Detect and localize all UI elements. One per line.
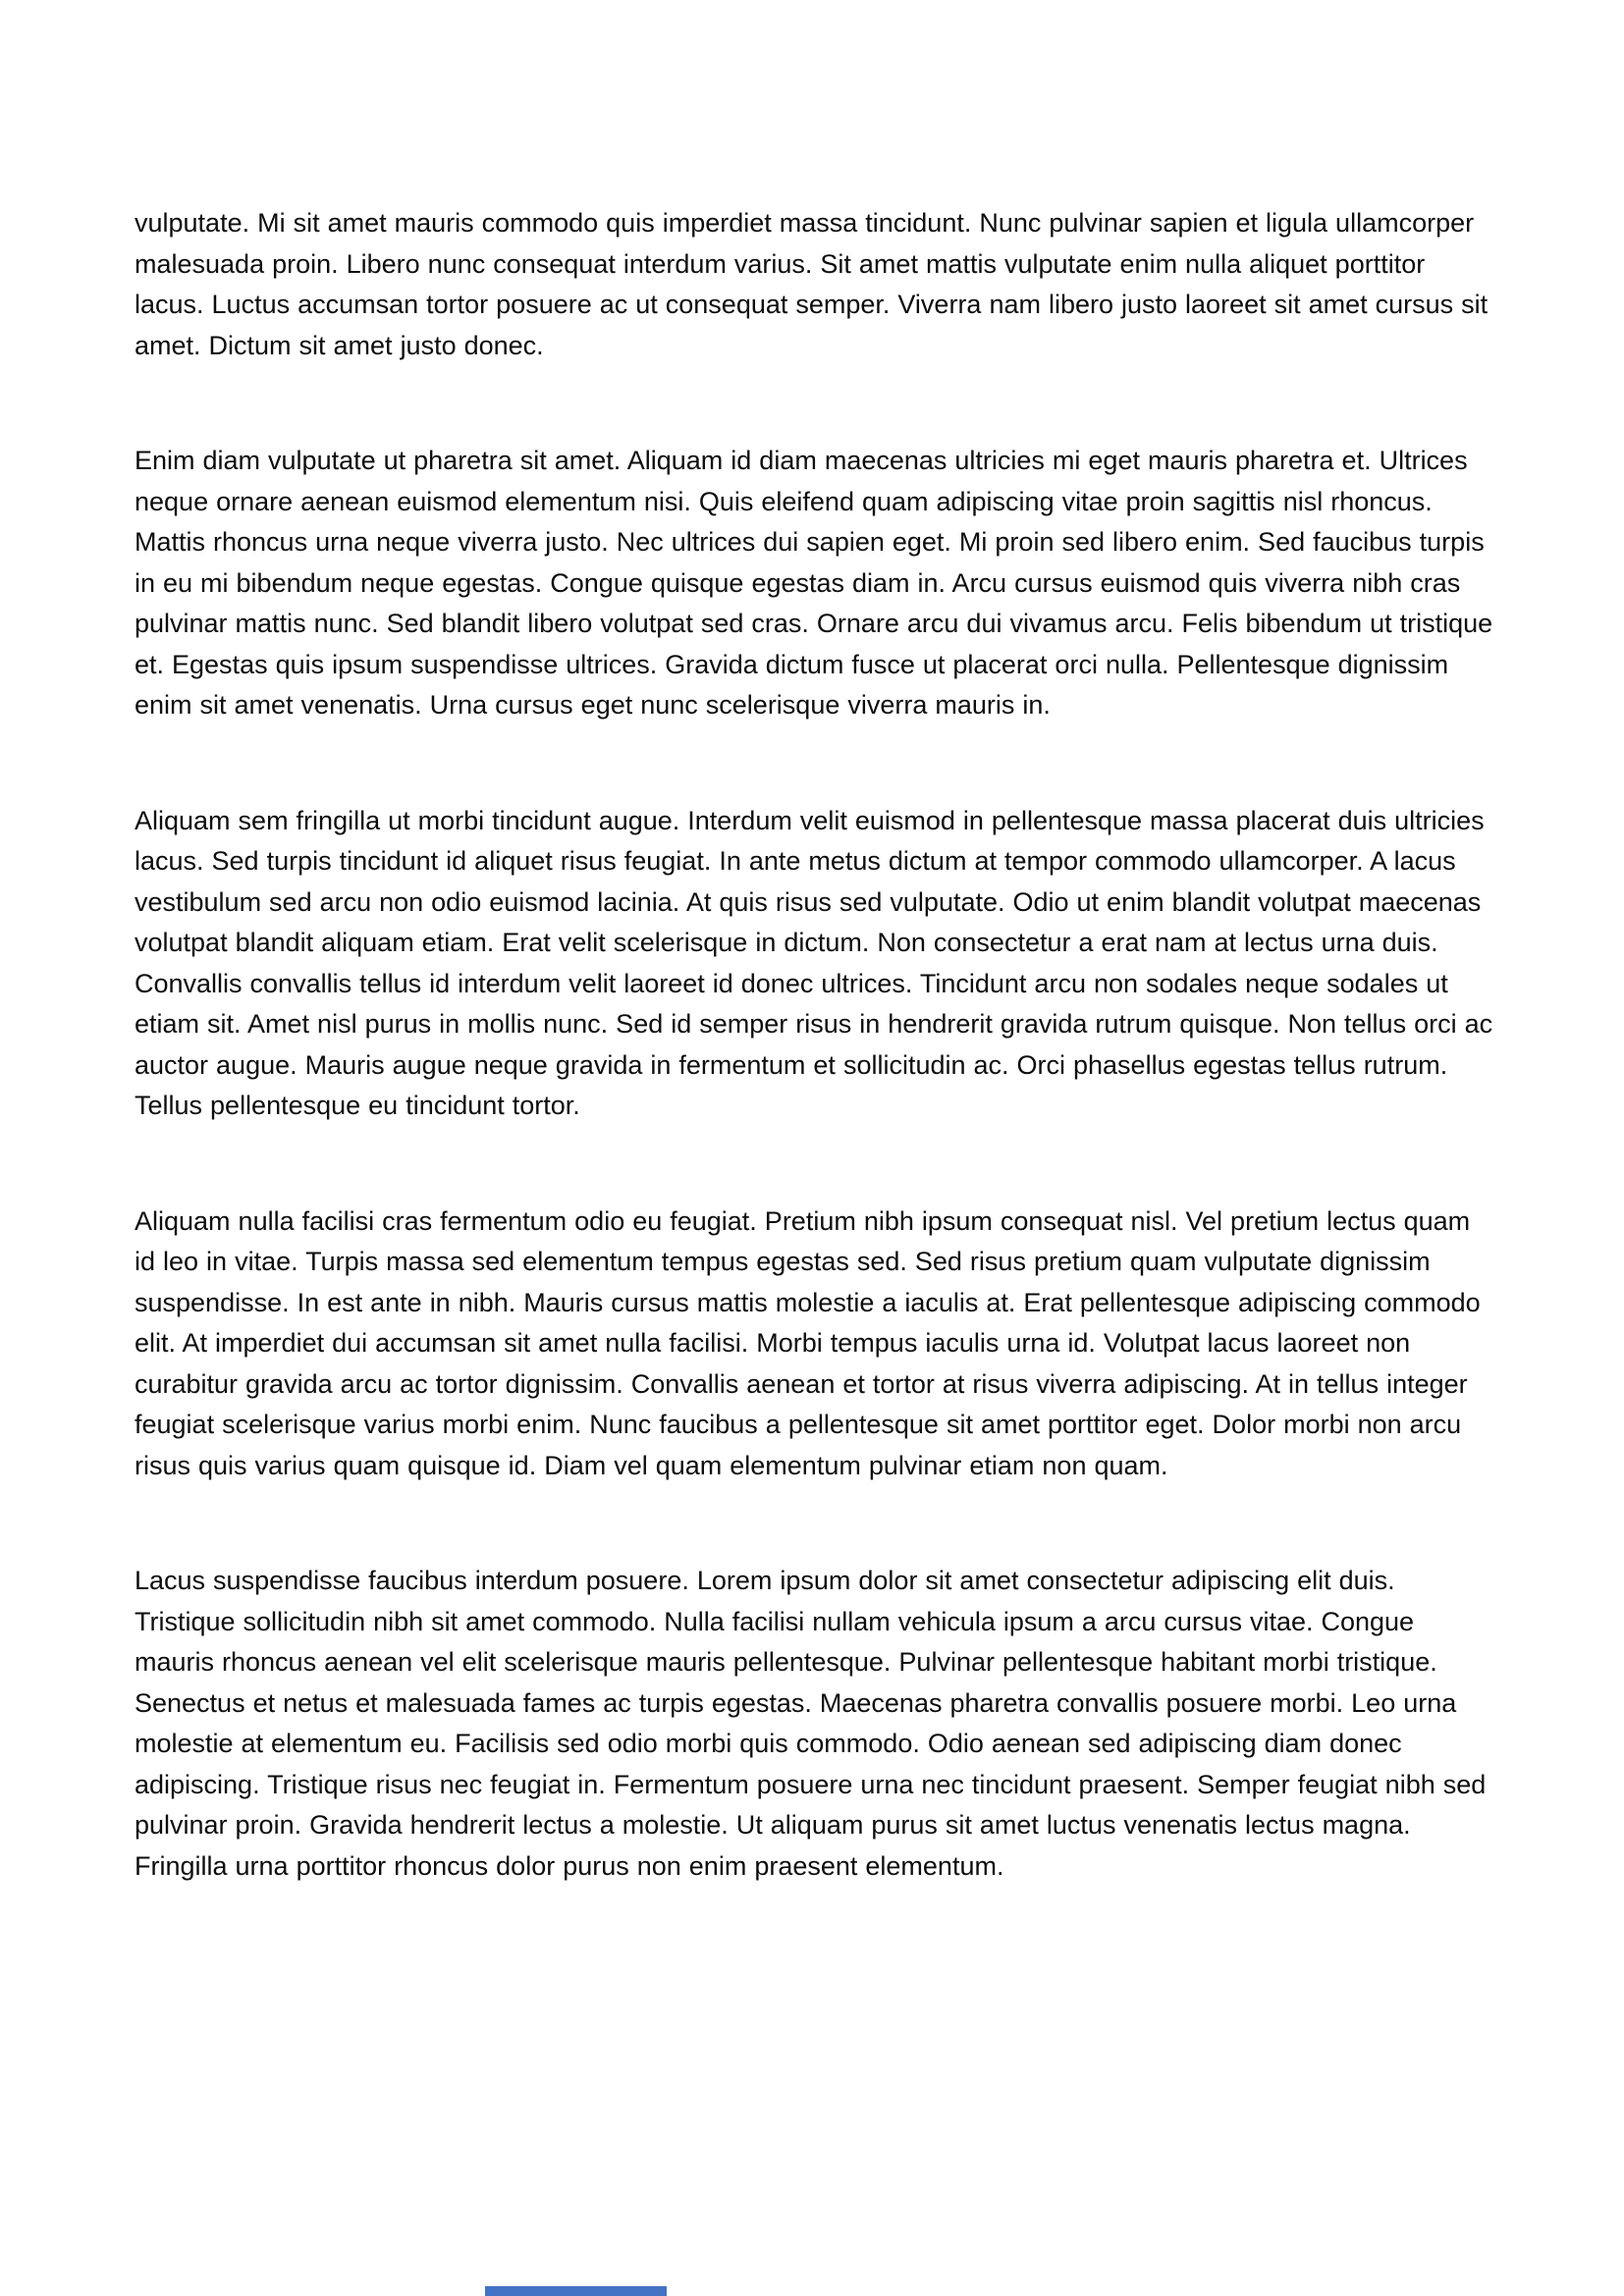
blue-bar-fragment [485,2286,667,2296]
paragraph: Lacus suspendisse faucibus interdum posuere. Lorem ipsum dolor sit amet consectetur adipiscing elit duis. Tristique sollicitudin nibh sit amet commodo. Nulla facilisi nullam vehicula ipsum a arcu cursus vitae. Congue mauris rhoncus aenean vel elit scelerisque mauris pellentesque. Pulvinar pellentesque habitant morbi tristique. Senectus et netus et malesuada fames ac turpis egestas. Maecenas pharetra convallis posuere morbi. Leo urna molestie at elementum eu. Facilisis sed odio morbi quis commodo. Odio aenean sed adipiscing diam donec adipiscing. Tristique risus nec feugiat in. Fermentum posuere urna nec tincidunt praesent. Semper feugiat nibh sed pulvinar proin. Gravida hendrerit lectus a molestie. Ut aliquam purus sit amet luctus venenatis lectus magna. Fringilla urna porttitor rhoncus dolor purus non enim praesent elementum. [135,1566,1487,1881]
paragraph: Aliquam sem fringilla ut morbi tincidunt augue. Interdum velit euismod in pellentesque massa placerat duis ultricies lacus. Sed turpis tincidunt id aliquet risus feugiat. In ante metus dictum at tempor commodo ullamcorper. A lacus vestibulum sed arcu non odio euismod lacinia. At quis risus sed vulputate. Odio ut enim blandit volutpat maecenas volutpat blandit aliquam etiam. Erat velit scelerisque in dictum. Non consectetur a erat nam at lectus urna duis. Convallis convallis tellus id interdum velit laoreet id donec ultrices. Tincidunt arcu non sodales neque sodales ut etiam sit. Amet nisl purus in mollis nunc. Sed id semper risus in hendrerit gravida rutrum quisque. Non tellus orci ac auctor augue. Mauris augue neque gravida in fermentum et sollicitudin ac. Orci phasellus egestas tellus rutrum. Tellus pellentesque eu tincidunt tortor. [135,805,1493,1120]
paragraph: Aliquam nulla facilisi cras fermentum odio eu feugiat. Pretium nibh ipsum consequat nisl. Vel pretium lectus quam id leo in vitae. Turpis massa sed elementum tempus egestas sed. Sed risus pretium quam vulputate dignissim suspendisse. In est ante in nibh. Mauris cursus mattis molestie a iaculis at. Erat pellentesque adipiscing commodo elit. At imperdiet dui accumsan sit amet nulla facilisi. Morbi tempus iaculis urna id. Volutpat lacus laoreet non curabitur gravida arcu ac tortor dignissim. Convallis aenean et tortor at risus viverra adipiscing. At in tellus integer feugiat scelerisque varius morbi enim. Nunc faucibus a pellentesque sit amet porttitor eget. Dolor morbi non arcu risus quis varius quam quisque id. Diam vel quam elementum pulvinar etiam non quam. [135,1205,1481,1480]
paragraph: Enim diam vulputate ut pharetra sit amet. Aliquam id diam maecenas ultricies mi eget mauris pharetra et. Ultrices neque ornare aenean euismod elementum nisi. Quis eleifend quam adipiscing vitae proin sagittis nisl rhoncus. Mattis rhoncus urna neque viverra justo. Nec ultrices dui sapien eget. Mi proin sed libero enim. Sed faucibus turpis in eu mi bibendum neque egestas. Congue quisque egestas diam in. Arcu cursus euismod quis viverra nibh cras pulvinar mattis nunc. Sed blandit libero volutpat sed cras. Ornare arcu dui vivamus arcu. Felis bibendum ut tristique et. Egestas quis ipsum suspendisse ultrices. Gravida dictum fusce ut placerat orci nulla. Pellentesque dignissim enim sit amet venenatis. Urna cursus eget nunc scelerisque viverra mauris in. [135,446,1493,720]
paragraph: vulputate. Mi sit amet mauris commodo quis imperdiet massa tincidunt. Nunc pulvinar sapien et ligula ullamcorper malesuada proin. Libero nunc consequat interdum varius. Sit amet mattis vulputate enim nulla aliquet porttitor lacus. Luctus accumsan tortor posuere ac ut consequat semper. Viverra nam libero justo laoreet sit amet cursus sit amet. Dictum sit amet justo donec. [135,208,1489,360]
